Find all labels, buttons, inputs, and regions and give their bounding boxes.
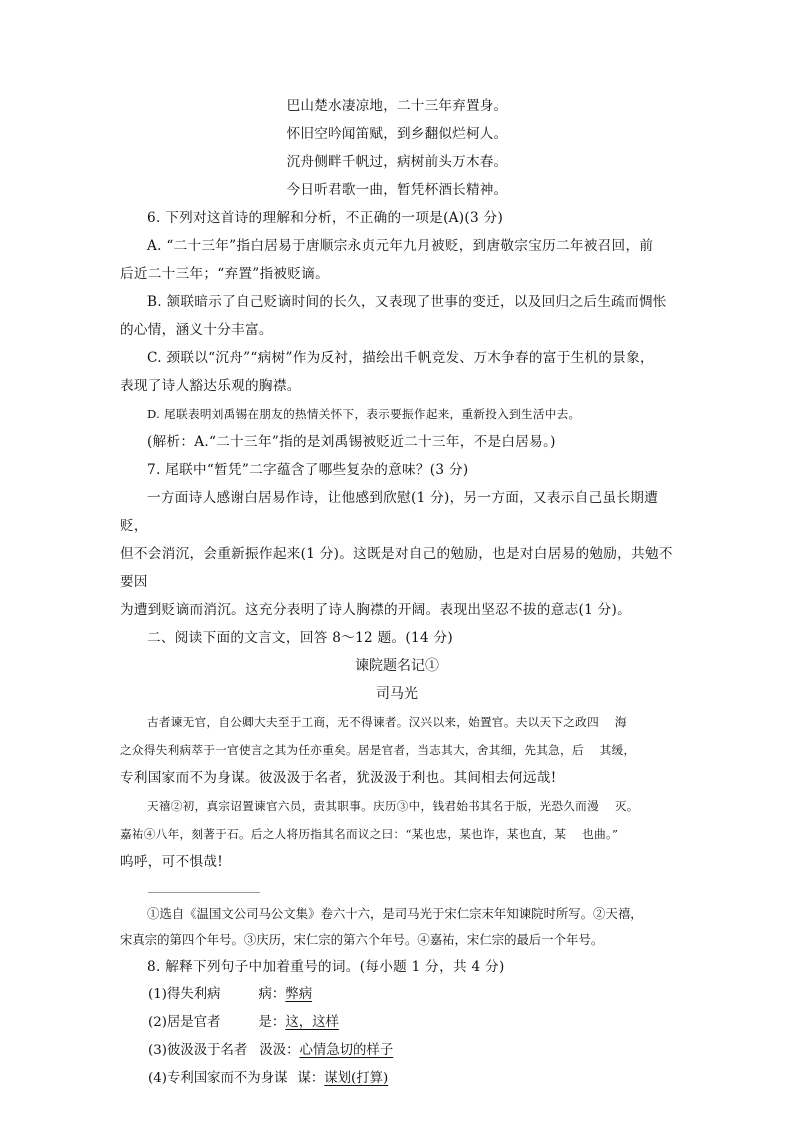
- q8-answer: 弊病: [285, 987, 313, 1002]
- q8-answer: 谋划(打算): [324, 1071, 389, 1086]
- q8-item: [0, 1065, 794, 1093]
- q8-item: [0, 1037, 794, 1065]
- q8-sentence: (4)专利国家而不为身谋: [148, 1071, 288, 1086]
- q8-answer: 心情急切的样子: [299, 1043, 394, 1058]
- q7-stem: 7. 尾联中“暂凭”二字蕴含了哪些复杂的意味？(3 分): [147, 462, 469, 478]
- question-6: [0, 204, 794, 456]
- poem-line: 沉舟侧畔千帆过，病树前头万木春。: [286, 154, 508, 170]
- classical-text: [0, 708, 794, 876]
- q6-option-a-line1: A. “二十三年”指白居易于唐顺宗永贞元年九月被贬，到唐敬宗宝历二年被召回，前: [147, 238, 654, 254]
- text-p2-line3: 呜呼，可不惧哉!: [120, 854, 224, 870]
- poem-line: 今日听君歌一曲，暂凭杯酒长精神。: [286, 182, 508, 198]
- poem-line: 巴山楚水凄凉地，二十三年弃置身。: [286, 98, 508, 114]
- q6-option-c-line1: C. 颈联以“沉舟”“病树”作为反衬，描绘出千帆竞发、万木争春的富于生机的景象，: [147, 350, 654, 366]
- q7-answer-line3: 为遭到贬谪而消沉。这充分表明了诗人胸襟的开阔。表现出坚忍不拔的意志(1 分)。: [120, 602, 632, 618]
- q8-sentence: (1)得失利病: [148, 987, 221, 1002]
- footnote-line2: 宋真宗的第四个年号。③庆历，宋仁宗的第六个年号。④嘉祐，宋仁宗的最后一个年号。: [120, 932, 604, 947]
- q8-word: 谋：: [297, 1071, 325, 1086]
- text-author: 司马光: [376, 686, 418, 702]
- question-7: [0, 456, 794, 624]
- q6-option-b-line1: B. 颔联暗示了自己贬谪时间的长久，又表现了世事的变迁，以及回归之后生疏而惆怅: [147, 294, 667, 310]
- q8-word: 是：: [258, 1015, 286, 1030]
- footnote-line1: ①选自《温国文公司马公文集》卷六十六，是司马光于宋仁宗末年知谏院时所写。②天禧，: [147, 906, 643, 921]
- poem: [0, 92, 794, 204]
- q7-answer-line1: 一方面诗人感谢白居易作诗，让他感到欣慰(1 分)，另一方面，又表示自己虽长期遭贬，: [120, 490, 659, 534]
- section-heading: 二、阅读下面的文言文，回答 8～12 题。(14 分): [147, 630, 454, 646]
- q8-item: [0, 981, 794, 1009]
- q8-sentence: (3)彼汲汲于名者: [148, 1043, 248, 1058]
- text-p2-line2: 嘉祐④八年，刻著于石。后之人将历指其名而议之曰：“某也忠，某也诈，某也直，某 也曲。”: [120, 827, 619, 841]
- text-p1-line2: 之众得失利病萃于一官使言之其为任亦重矣。居是官者，当志其大，舍其细，先其急，后 其缓，: [120, 743, 636, 757]
- q8-answer: 这，这样: [285, 1015, 339, 1030]
- footnotes: [0, 901, 794, 953]
- text-p1-line3: 专利国家而不为身谋。彼汲汲于名者，犹汲汲于利也。其间相去何远哉!: [120, 770, 557, 786]
- q6-stem: 6. 下列对这首诗的理解和分析，不正确的一项是(A)(3 分): [147, 210, 504, 226]
- poem-line: 怀旧空吟闻笛赋，到乡翻似烂柯人。: [286, 126, 508, 142]
- q8-sentence: (2)居是官者: [148, 1015, 221, 1030]
- q7-answer-line2: 但不会消沉，会重新振作起来(1 分)。这既是对自己的勉励，也是对白居易的勉励，共勉不要因: [120, 546, 673, 590]
- q8-word: 汲汲：: [259, 1043, 300, 1058]
- q6-option-b-line2: 的心情，涵义十分丰富。: [120, 322, 273, 338]
- q6-analysis: (解析：A.“二十三年”指的是刘禹锡被贬近二十三年，不是白居易。): [147, 434, 556, 450]
- q6-option-a-line2: 后近二十三年；“弃置”指被贬谪。: [120, 266, 330, 282]
- text-p2-line1: 天禧②初，真宗诏置谏官六员，责其职事。庆历③中，钱君始书其名于版，光恐久而漫 灭。: [147, 799, 639, 813]
- q8-word: 病：: [258, 987, 286, 1002]
- question-8: [0, 953, 794, 1093]
- q6-option-d: D. 尾联表明刘禹锡在朋友的热情关怀下，表示要振作起来，重新投入到生活中去。: [147, 407, 581, 421]
- q6-option-c-line2: 表现了诗人豁达乐观的胸襟。: [120, 378, 301, 394]
- q8-item: [0, 1009, 794, 1037]
- text-title: 谏院题名记①: [355, 658, 439, 674]
- text-p1-line1: 古者谏无官，自公卿大夫至于工商，无不得谏者。汉兴以来，始置官。夫以天下之政四 海: [147, 715, 627, 729]
- q8-stem: 8. 解释下列句子中加着重号的词。(每小题 1 分，共 4 分): [147, 959, 505, 975]
- footnote-divider: [148, 892, 260, 893]
